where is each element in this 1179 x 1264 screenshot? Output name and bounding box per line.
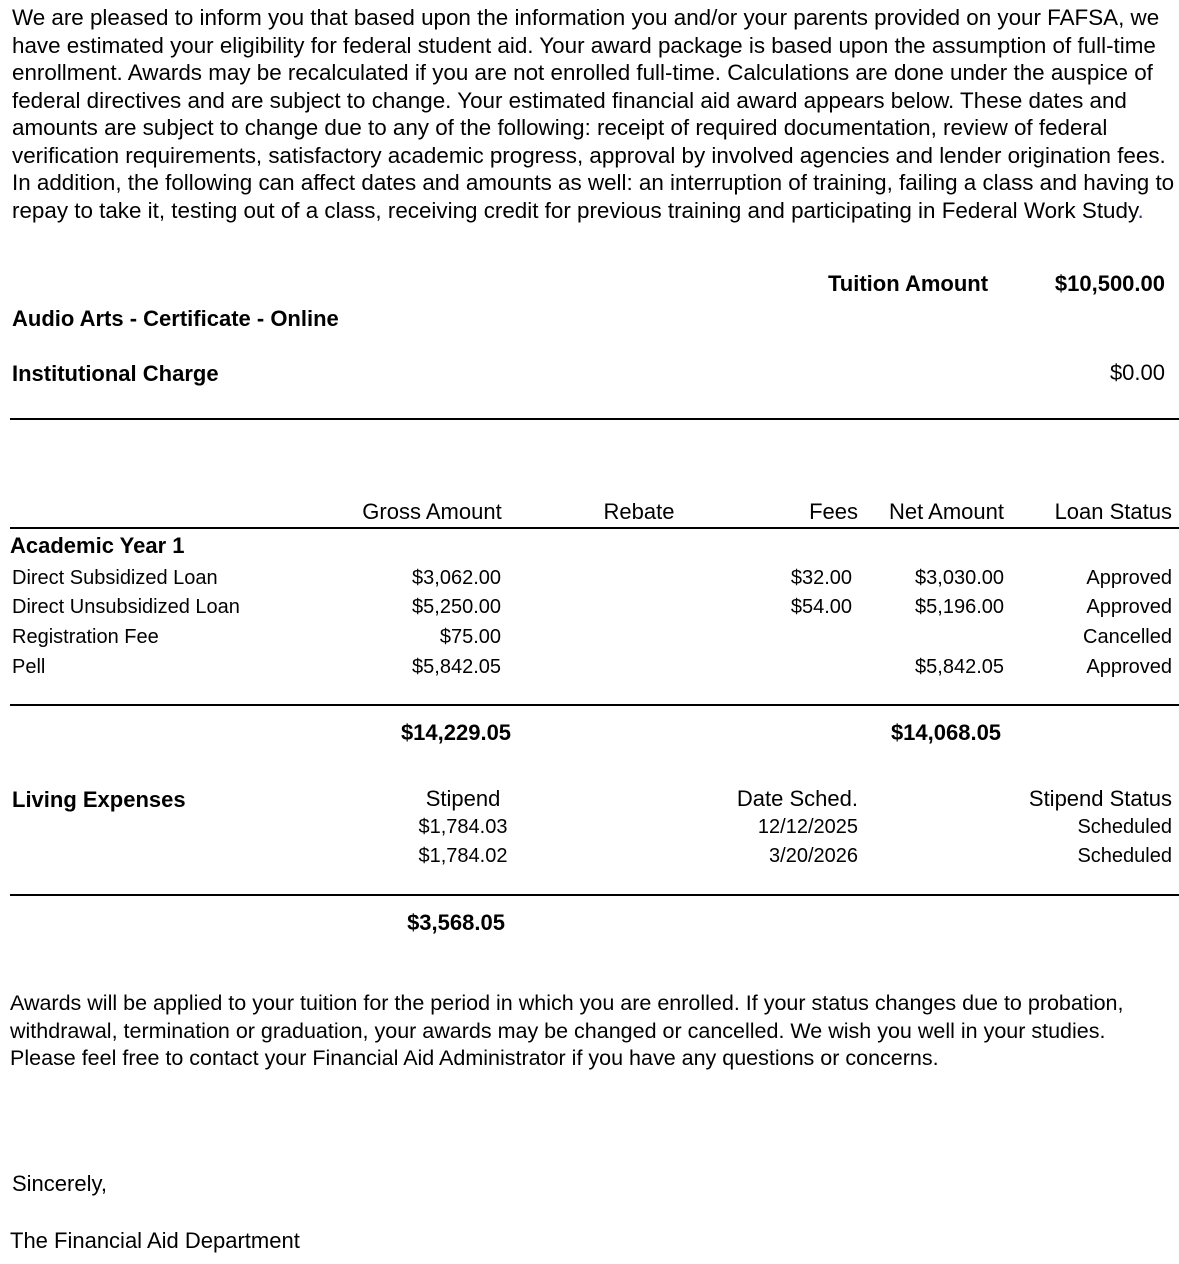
col-fees: Fees <box>809 499 858 524</box>
award-net: $3,030.00 <box>915 567 1004 589</box>
stipend-amount: $1,784.03 <box>418 816 508 838</box>
col-loan-status: Loan Status <box>1054 499 1172 524</box>
award-fees: $32.00 <box>790 567 852 589</box>
living-expenses-label: Living Expenses <box>12 787 186 812</box>
stipend-header: Stipend <box>425 786 501 811</box>
tuition-label: Tuition Amount <box>828 271 989 296</box>
total-net-amount: $14,068.05 <box>890 720 1002 745</box>
award-gross: $3,062.00 <box>412 567 501 589</box>
award-name: Registration Fee <box>12 626 159 648</box>
award-status: Cancelled <box>1083 626 1172 648</box>
stipend-status-header: Stipend Status <box>1028 786 1172 811</box>
section-divider <box>10 418 1179 420</box>
totals-divider <box>10 704 1179 706</box>
total-gross-amount: $14,229.05 <box>400 720 512 745</box>
tuition-amount: $10,500.00 <box>1054 271 1165 296</box>
intro-tail: . <box>1137 197 1144 223</box>
program-name: Audio Arts - Certificate - Online <box>12 306 339 331</box>
award-net: $5,842.05 <box>915 656 1004 678</box>
col-net-amount: Net Amount <box>889 499 1004 524</box>
award-status: Approved <box>1086 596 1172 618</box>
date-sched-header: Date Sched. <box>736 786 858 811</box>
stipend-status: Scheduled <box>1077 845 1172 867</box>
stipend-divider <box>10 894 1179 896</box>
award-name: Direct Subsidized Loan <box>12 567 218 589</box>
award-gross: $5,250.00 <box>412 596 501 618</box>
col-gross-amount: Gross Amount <box>362 499 502 524</box>
award-gross: $75.00 <box>439 626 501 648</box>
stipend-date: 3/20/2026 <box>769 845 858 867</box>
intro-paragraph <box>12 4 1179 224</box>
stipend-status: Scheduled <box>1077 816 1172 838</box>
academic-year-label: Academic Year 1 <box>10 533 185 558</box>
award-gross: $5,842.05 <box>412 656 501 678</box>
stipend-date: 12/12/2025 <box>757 816 858 838</box>
signature: The Financial Aid Department <box>10 1228 300 1253</box>
stipend-amount: $1,784.02 <box>418 845 508 867</box>
award-status: Approved <box>1086 567 1172 589</box>
stipend-total: $3,568.05 <box>407 910 505 935</box>
institutional-charge-amount: $0.00 <box>1109 360 1165 385</box>
signoff: Sincerely, <box>12 1171 107 1196</box>
intro-text: We are pleased to inform you that based upon the information you and/or your parents provided on your FAFSA, we have estimated your eligibility for federal student aid. Your award package is based upon the assumption of full-time enrollment. Awards may be recalculated if you are not enrolled full-time. Calculations are done under the auspice of federal directives and are subject to change. Your estimated financial aid award appears below. These dates and amounts are subject to change due to any of the following: receipt of required documentation, review of federal verification requirements, satisfactory academic progress, approval by involved agencies and lender origination fees. In addition, the following can affect dates and amounts as well: an interruption of training, failing a class and having to repay to take it, testing out of a class, receiving credit for previous training and participating in Federal Work Study <box>12 5 1175 223</box>
award-name: Direct Unsubsidized Loan <box>12 596 240 618</box>
header-underline <box>10 527 1179 529</box>
award-net: $5,196.00 <box>915 596 1004 618</box>
award-fees: $54.00 <box>790 596 852 618</box>
award-name: Pell <box>12 656 46 678</box>
institutional-charge-label: Institutional Charge <box>12 361 219 386</box>
award-status: Approved <box>1086 656 1172 678</box>
col-rebate: Rebate <box>603 499 675 524</box>
closing-paragraph: Awards will be applied to your tuition for the period in which you are enrolled. If your status changes due to probation, withdrawal, termination or graduation, your awards may be changed or cancelled. We wish you well in your studies. Please feel free to contact your Financial Aid Administrator if you have any questions or concerns. <box>10 991 1124 1070</box>
